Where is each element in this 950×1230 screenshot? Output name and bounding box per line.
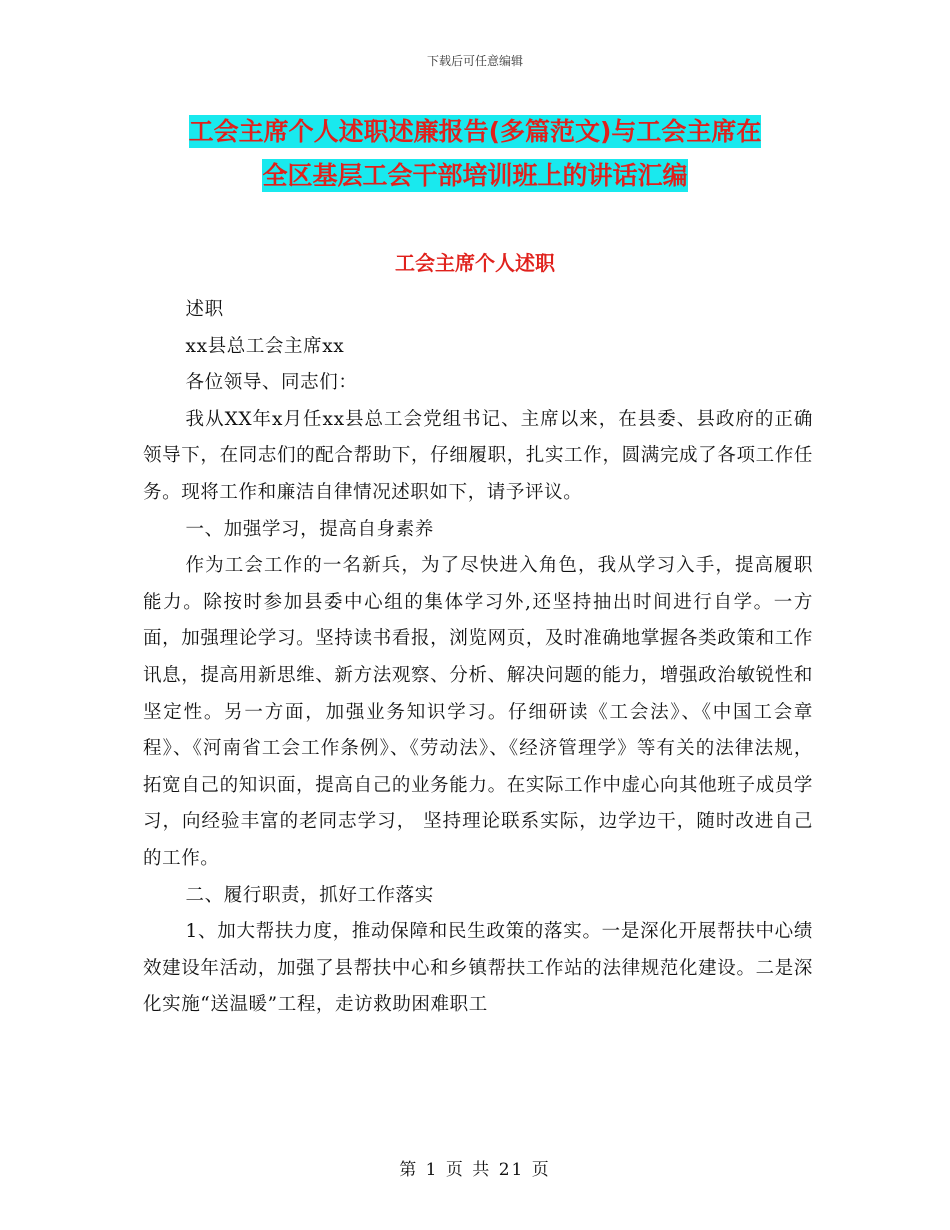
paragraph-author: xx县总工会主席xx	[185, 335, 345, 357]
paragraph-salutation: 各位领导、同志们：	[185, 372, 358, 394]
document-body	[143, 292, 813, 1024]
paragraph-heading-2: 二、履行职责，抓好工作落实	[185, 884, 434, 906]
paragraph-support: 1、加大帮扶力度，推动保障和民生政策的落实。一是深化开展帮扶中心绩效建设年活动，加强了县帮扶中心和乡镇帮扶工作站的法律规范化建设。二是深化实施“送温暖”工程，走访救助困难职工	[143, 921, 813, 1016]
paragraph-study: 作为工会工作的一名新兵，为了尽快进入角色，我从学习入手，提高履职能力。除按时参加县委中心组的集体学习外,还坚持抽出时间进行自学。一方面，加强理论学习。坚持读书看报，浏览网页，及时准确地掌握各类政策和工作讯息，提高用新思维、新方法观察、分析、解决问题的能力，增强政治敏锐性和坚定性。另一方面，加强业务知识学习。仔细研读《工会法》、《中国工会章程》、《河南省工会工作条例》、《劳动法》、《经济管理学》等有关的法律法规，拓宽自己的知识面，提高自己的业务能力。在实际工作中虚心向其他班子成员学习，向经验丰富的老同志学习， 坚持理论联系实际，边学边干，随时改进自己的工作。	[143, 555, 813, 869]
page-header-note: 下载后可任意编辑	[426, 54, 523, 68]
page-number: 第 1 页 共 21 页	[399, 1160, 551, 1180]
title-line-2: 全区基层工会干部培训班上的讲话汇编	[262, 161, 688, 190]
paragraph-shuzhi: 述职	[185, 299, 224, 320]
paragraph-intro: 我从XX年x月任xx县总工会党组书记、主席以来，在县委、县政府的正确领导下，在同志们的配合帮助下，仔细履职，扎实工作，圆满完成了各项工作任务。现将工作和廉洁自律情况述职如下，请予评议。	[143, 408, 813, 503]
section-heading: 工会主席个人述职	[395, 251, 555, 275]
document-title	[140, 110, 810, 198]
paragraph-heading-1: 一、加强学习，提高自身素养	[185, 518, 434, 540]
title-line-1: 工会主席个人述职述廉报告(多篇范文)与工会主席在	[188, 117, 762, 146]
